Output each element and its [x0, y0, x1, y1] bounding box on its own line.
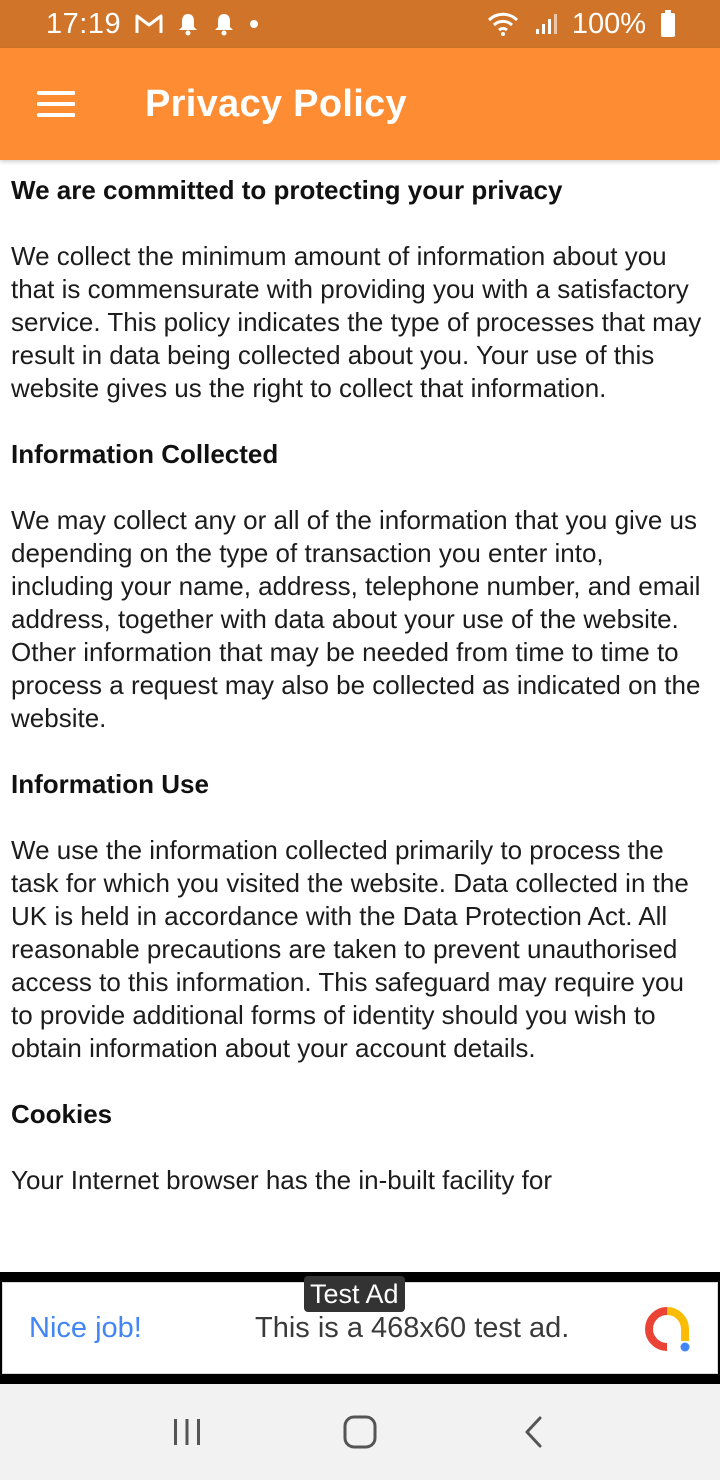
app-bar — [0, 48, 720, 160]
status-left — [46, 8, 259, 41]
menu-button[interactable] — [0, 48, 112, 160]
recent-apps-icon[interactable] — [147, 1392, 227, 1472]
notification-bell-icon — [177, 12, 199, 36]
test-ad-label: Test Ad — [304, 1276, 405, 1312]
system-nav-bar — [0, 1384, 720, 1480]
section-text-cookies: Your Internet browser has the in-built facility for — [11, 1165, 552, 1195]
wifi-icon — [486, 11, 520, 37]
battery-icon — [660, 10, 676, 38]
hamburger-menu-icon[interactable] — [37, 91, 75, 117]
back-icon[interactable] — [493, 1392, 573, 1472]
ad-headline[interactable]: Nice job! — [29, 1311, 142, 1344]
section-heading-cookies: Cookies — [11, 1099, 113, 1129]
section-heading-information-use: Information Use — [11, 769, 209, 799]
dot-icon — [249, 19, 259, 29]
status-right — [486, 8, 676, 41]
signal-icon — [534, 12, 558, 36]
notification-bell-icon — [213, 12, 235, 36]
ad-body[interactable]: This is a 468x60 test ad. — [255, 1311, 570, 1344]
page-title: Privacy Policy — [145, 82, 407, 125]
section-text-information-collected: We may collect any or all of the information that you give us depending on the type of transaction you enter into, including your name, address, telephone number, and email address, together with data about your use of the website. Other information that may be needed from time to time to process a request may also be collected as indicated on the website. — [11, 505, 701, 733]
intro-paragraph: We collect the minimum amount of information about you that is commensurate with providing you with a satisfactory service. This policy indicates the type of processes that may result in data being collected about you. Your use of this website gives us the right to collect that information. — [11, 241, 702, 403]
ad-logo-icon[interactable] — [643, 1305, 691, 1353]
section-heading-information-collected: Information Collected — [11, 439, 279, 469]
policy-content[interactable] — [0, 160, 720, 1272]
section-text-information-use: We use the information collected primarily to process the task for which you visited the website. Data collected in the UK is held in accordance with the Data Protection Act. All reasonable precautions are taken to prevent unauthorised access to this information. This safeguard may require you to provide additional forms of identity should you wish to obtain information about your account details. — [11, 835, 689, 1063]
gmail-icon — [135, 13, 163, 35]
intro-heading: We are committed to protecting your privacy — [11, 175, 563, 205]
status-bar — [0, 0, 720, 48]
battery-percent: 100% — [571, 7, 646, 40]
status-time: 17:19 — [46, 7, 122, 40]
home-icon[interactable] — [320, 1392, 400, 1472]
